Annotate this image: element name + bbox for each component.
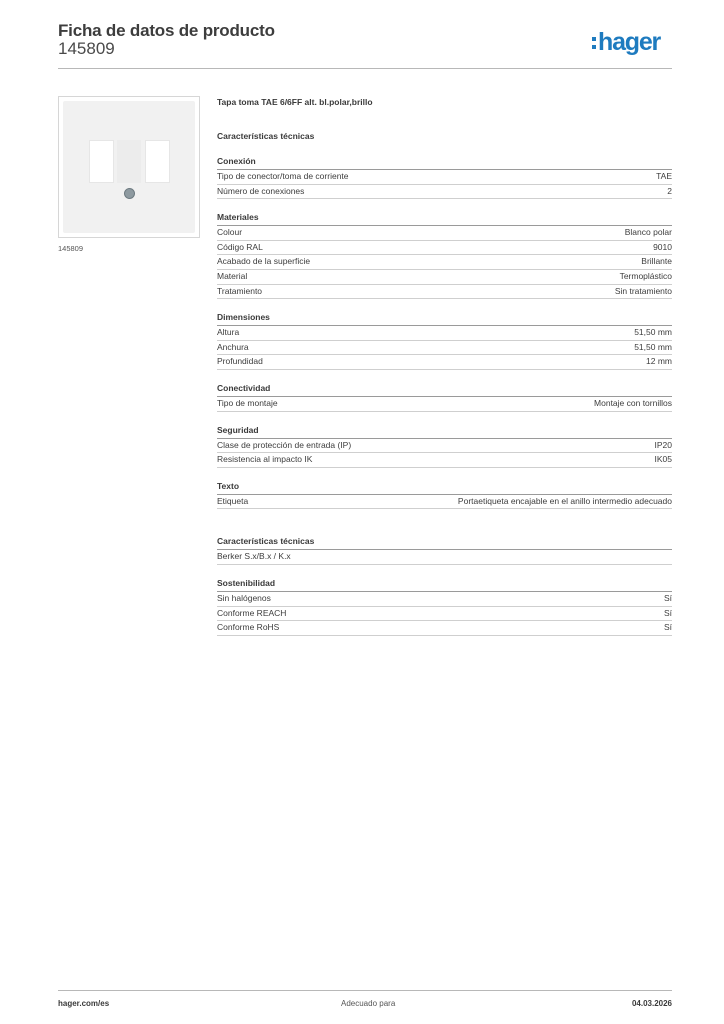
section-title: Conexión xyxy=(217,155,672,170)
section-dimensiones xyxy=(217,311,672,370)
main-heading: Características técnicas xyxy=(217,131,315,141)
spec-label: Clase de protección de entrada (IP) xyxy=(217,439,352,450)
section-texto xyxy=(217,480,672,510)
spec-label: Tipo de montaje xyxy=(217,397,278,408)
socket-slot-right xyxy=(145,140,170,183)
spec-label: Altura xyxy=(217,327,240,338)
socket-slot-left xyxy=(89,140,114,183)
socket-slot-divider xyxy=(117,140,141,183)
section-caracteristicas xyxy=(217,535,672,565)
spec-label: Anchura xyxy=(217,341,249,352)
page-title: Ficha de datos de producto xyxy=(58,21,275,40)
product-name: Tapa toma TAE 6/6FF alt. bl.polar,brillo xyxy=(217,97,373,107)
spec-label: Acabado de la superficie xyxy=(217,256,311,267)
spec-row xyxy=(217,607,672,622)
footer-date: 04.03.2026 xyxy=(631,999,672,1008)
spec-label: Berker S.x/B.x / K.x xyxy=(217,551,291,562)
spec-value: Sí xyxy=(663,592,672,603)
spec-row xyxy=(217,285,672,300)
spec-row xyxy=(217,241,672,256)
spec-label: Número de conexiones xyxy=(217,185,305,196)
spec-value: 51,50 mm xyxy=(634,341,672,352)
spec-label: Colour xyxy=(217,227,243,238)
section-title: Seguridad xyxy=(217,424,672,439)
spec-value: Sin tratamiento xyxy=(614,285,672,296)
spec-row xyxy=(217,453,672,468)
section-title: Sostenibilidad xyxy=(217,577,672,592)
section-title: Materiales xyxy=(217,211,672,226)
spec-label: Profundidad xyxy=(217,356,263,367)
spec-row xyxy=(217,341,672,356)
spec-value: Sí xyxy=(663,622,672,633)
logo-text: hager xyxy=(598,27,661,56)
spec-row xyxy=(217,326,672,341)
logo-dots-icon xyxy=(592,37,596,49)
spec-label: Conforme RoHS xyxy=(217,622,280,633)
spec-row xyxy=(217,621,672,636)
spec-value: 51,50 mm xyxy=(634,327,672,338)
cover-plate xyxy=(63,101,195,233)
spec-row xyxy=(217,185,672,200)
spec-value: Brillante xyxy=(641,256,672,267)
spec-content xyxy=(217,96,672,636)
screw-icon xyxy=(124,188,135,199)
image-caption: 145809 xyxy=(58,244,84,253)
spec-value: 9010 xyxy=(653,241,672,252)
product-image xyxy=(58,96,200,238)
spec-row xyxy=(217,226,672,241)
spec-label: Tratamiento xyxy=(217,285,263,296)
spec-row xyxy=(217,255,672,270)
spec-row xyxy=(217,170,672,185)
spec-row xyxy=(217,397,672,412)
footer-suitable-for: Adecuado para xyxy=(341,999,396,1008)
footer-website-link[interactable]: hager.com/es xyxy=(58,999,110,1008)
spec-value: TAE xyxy=(656,171,672,181)
section-seguridad xyxy=(217,424,672,468)
section-materiales xyxy=(217,211,672,299)
spec-label: Material xyxy=(217,270,248,281)
hager-logo[interactable] xyxy=(592,28,660,56)
spec-value: IK05 xyxy=(654,454,672,465)
spec-row xyxy=(217,355,672,370)
section-sostenibilidad xyxy=(217,577,672,636)
section-title: Dimensiones xyxy=(217,311,672,326)
header-divider xyxy=(58,68,672,69)
spec-row xyxy=(217,439,672,454)
spec-value: Portaetiqueta encajable en el anillo intermedio adecuado xyxy=(457,495,672,506)
section-conectividad xyxy=(217,382,672,412)
spec-value: Montaje con tornillos xyxy=(594,397,672,408)
spec-row xyxy=(217,592,672,607)
section-title: Conectividad xyxy=(217,382,672,397)
spec-value: Sí xyxy=(663,607,672,618)
spec-row xyxy=(217,495,672,510)
spec-value: IP20 xyxy=(654,439,672,450)
spec-value: Termoplástico xyxy=(619,270,672,281)
section-title: Características técnicas xyxy=(217,535,672,550)
spec-label: Resistencia al impacto IK xyxy=(217,454,313,465)
spec-value: 2 xyxy=(667,185,672,196)
product-code: 145809 xyxy=(58,39,115,58)
spec-value: 12 mm xyxy=(646,356,672,367)
spec-label: Etiqueta xyxy=(217,495,249,506)
spec-row xyxy=(217,550,672,565)
footer-divider xyxy=(58,990,672,991)
section-conexion xyxy=(217,155,672,199)
spec-label: Conforme REACH xyxy=(217,607,287,618)
spec-row xyxy=(217,270,672,285)
spec-label: Sin halógenos xyxy=(217,592,271,603)
spec-label: Código RAL xyxy=(217,241,263,252)
spec-value: Blanco polar xyxy=(624,227,672,238)
spec-label: Tipo de conector/toma de corriente xyxy=(217,171,349,181)
section-title: Texto xyxy=(217,480,672,495)
